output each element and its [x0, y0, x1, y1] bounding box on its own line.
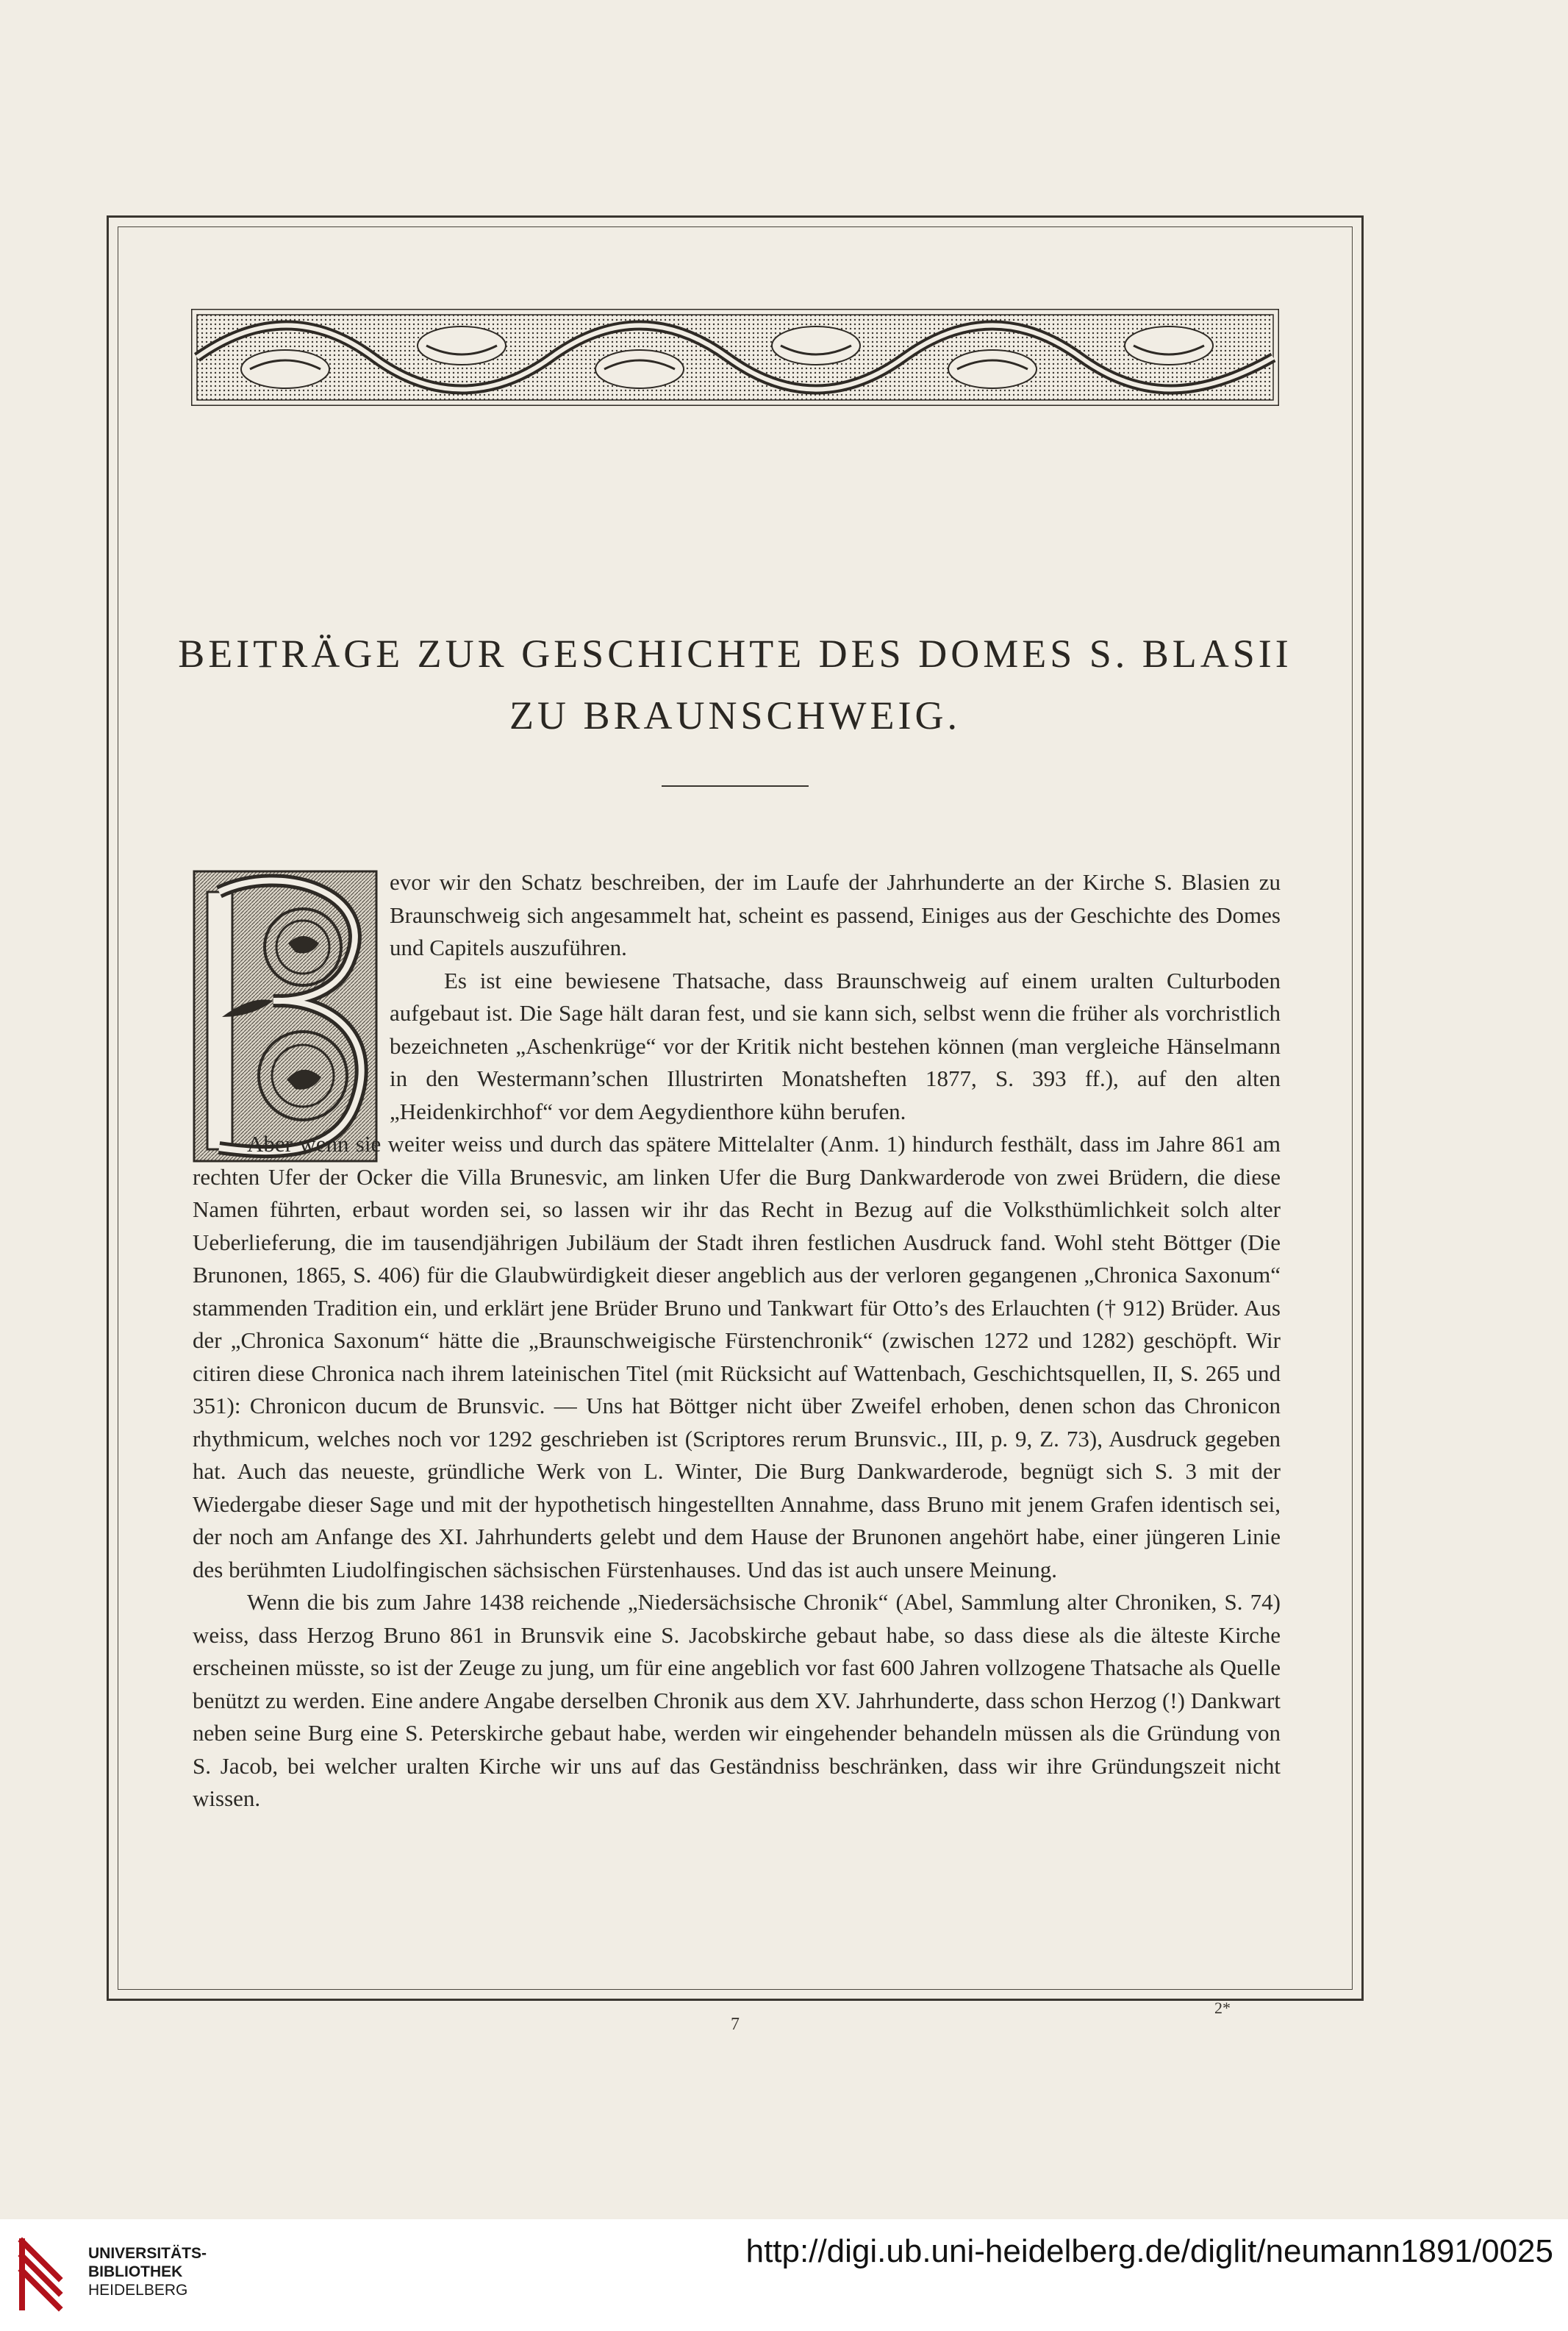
library-name-line-1: UNIVERSITÄTS- — [88, 2245, 207, 2262]
paragraph-1: evor wir den Schatz beschreiben, der im Laufe der Jahrhunderte an der Kirche S. Blasien zu Braunschweig sich angesammelt hat, scheint es passend, Einiges aus der Geschichte des Domes und Capitels auszuführen. — [390, 869, 1281, 960]
paragraph-2: Es ist eine bewiesene Thatsache, dass Braunschweig auf einem uralten Culturboden aufgebaut ist. Die Sage hält daran fest, und sie kann sich, selbst wenn die früher als vorchristlich bezeichneten „Aschenkrüge“ vor der Kritik nicht bestehen können (man vergleiche Hänselmann in den Westermann’schen Illustrirten Monatsheften 1877, S. 393 ff.), auf den alten „Heidenkirchhof“ vor dem Aegydienthore kühn berufen. — [390, 967, 1281, 1124]
article-body — [193, 866, 1281, 1816]
library-name — [88, 2244, 207, 2299]
title-divider — [662, 785, 809, 787]
page-title-continued: ZU BRAUNSCHWEIG. — [509, 693, 961, 738]
library-name-line-3: HEIDELBERG — [88, 2282, 188, 2299]
paragraph-3: Aber wenn sie weiter weiss und durch das spätere Mittelalter (Anm. 1) hindurch festhält, dass im Jahre 861 am rechten Ufer der Ocker die Villa Brunesvic, am linken Ufer die Burg Dankwarderode von zwei Brüdern, die diese Namen führten, erbaut worden sei, so lassen wir ihr das Recht in Bezug auf die Volksthümlichkeit solch alter Ueberlieferung, die im tausendjährigen Jubiläum der Stadt ihren festlichen Ausdruck fand. Wohl steht Böttger (Die Brunonen, 1865, S. 406) für die Glaubwürdigkeit dieser angeblich aus der verloren gegangenen „Chronica Saxonum“ stammenden Tradition ein, und erklärt jene Brüder Bruno und Tankwart für Otto’s des Erlauchten († 912) Brüder. Aus der „Chronica Saxonum“ hätte die „Braunschweigische Fürstenchronik“ (zwischen 1272 und 1282) geschöpft. Wir citiren diese Chronica nach ihrem lateinischen Titel (mit Rücksicht auf Wattenbach, Geschichtsquellen, II, S. 265 und 351): Chronicon ducum de Brunsvic. — Uns hat Böttger nicht über Zweifel erhoben, denen schon das Chronicon rhythmicum, welches noch vor 1292 geschrieben ist (Scriptores rerum Brunsvic., III, p. 9, Z. 73), Ausdruck gegeben hat. Auch das neueste, gründliche Werk von L. Winter, Die Burg Dankwarderode, begnügt sich S. 3 mit der Wiedergabe dieser Sage und mit der hypothetisch hingestellten Annahme, dass Bruno mit jenem Grafen identisch sei, der noch am Anfange des XI. Jahrhunderts gelebt und dem Hause der Brunonen angehört habe, einer jüngeren Linie des berühmten Liudolfingischen sächsischen Fürstenhauses. Und das ist auch unsere Meinung. — [193, 1131, 1281, 1582]
signature-mark: 2* — [1214, 1999, 1231, 2017]
ornamental-band — [191, 309, 1279, 406]
library-name-line-2: BIBLIOTHEK — [88, 2263, 183, 2280]
university-library-logo-icon — [15, 2234, 66, 2315]
source-url[interactable]: http://digi.ub.uni-heidelberg.de/diglit/neumann1891/0025 — [745, 2233, 1553, 2269]
paragraph-4: Wenn die bis zum Jahre 1438 reichende „Niedersächsische Chronik“ (Abel, Sammlung alter Chroniken, S. 74) weiss, dass Herzog Bruno 861 in Brunsvik eine S. Jacobskirche gebaut habe, so dass diese als die älteste Kirche erscheinen müsste, so ist der Zeuge zu jung, um für eine angeblich vor fast 600 Jahren vollzogene Thatsache als Quelle benützt zu werden. Eine andere Angabe derselben Chronik aus dem XV. Jahrhunderte, dass schon Herzog (!) Dankwart neben seine Burg eine S. Peterskirche gebaut habe, werden wir eingehender behandeln müssen als die Gründung von S. Jacob, bei welcher uralten Kirche wir uns auf das Geständniss beschränken, dass wir ihre Gründungszeit nicht wissen. — [193, 1589, 1281, 1811]
page-title: BEITRÄGE ZUR GESCHICHTE DES DOMES S. BLASII — [178, 632, 1292, 676]
page-number: 7 — [731, 2015, 740, 2034]
